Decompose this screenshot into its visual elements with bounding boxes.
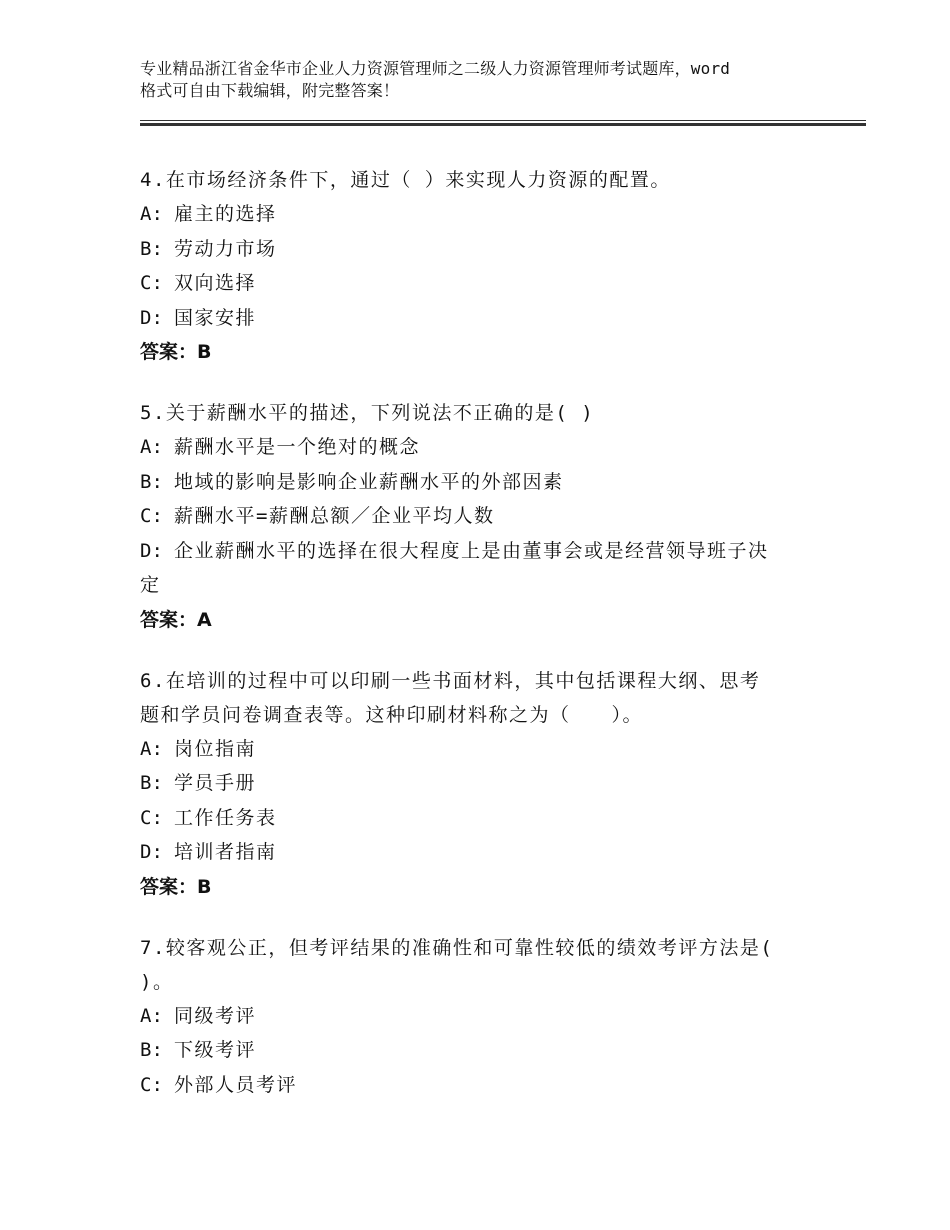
question-stem: 5.关于薪酬水平的描述，下列说法不正确的是( ) xyxy=(140,402,595,424)
option-letter: A: xyxy=(140,737,163,760)
option-text: 薪酬水平是一个绝对的概念 xyxy=(174,436,421,458)
question-7 xyxy=(140,931,840,1103)
option-b xyxy=(140,1033,840,1068)
question-stem-line-2: )。 xyxy=(140,970,174,993)
option-text: 劳动力市场 xyxy=(174,237,277,260)
option-letter: B: xyxy=(140,470,163,493)
option-text: 岗位指南 xyxy=(174,737,257,760)
option-text: 雇主的选择 xyxy=(174,203,277,225)
option-letter: B: xyxy=(140,237,163,260)
header-divider xyxy=(140,120,866,128)
question-6 xyxy=(140,664,840,904)
option-letter: C: xyxy=(140,272,163,294)
option-letter: A: xyxy=(140,436,163,458)
document-header xyxy=(140,58,840,102)
option-letter: B: xyxy=(140,772,163,794)
option-letter: B: xyxy=(140,1039,163,1061)
option-c xyxy=(140,801,840,836)
option-c xyxy=(140,499,840,534)
option-b xyxy=(140,232,840,267)
option-text: 外部人员考评 xyxy=(174,1073,298,1096)
question-5 xyxy=(140,396,840,637)
option-text: 工作任务表 xyxy=(174,806,277,829)
option-text: 培训者指南 xyxy=(174,841,277,863)
answer-label: 答案：A xyxy=(140,608,212,631)
option-text: 下级考评 xyxy=(174,1039,257,1061)
option-text: 学员手册 xyxy=(174,772,257,794)
header-line-2: 格式可自由下载编辑，附完整答案！ xyxy=(140,81,400,100)
option-letter: D: xyxy=(140,539,163,562)
question-stem: 6.在培训的过程中可以印刷一些书面材料，其中包括课程大纲、思考 xyxy=(140,669,761,692)
option-text: 企业薪酬水平的选择在很大程度上是由董事会或是经营领导班子决 xyxy=(174,539,769,562)
option-letter: A: xyxy=(140,1004,163,1027)
option-c xyxy=(140,1068,840,1103)
option-c xyxy=(140,266,840,301)
question-4 xyxy=(140,163,840,369)
option-letter: A: xyxy=(140,203,163,225)
option-a xyxy=(140,732,840,767)
divider-thin-line xyxy=(140,120,866,121)
option-d xyxy=(140,534,840,569)
option-a xyxy=(140,430,840,465)
question-stem-line-2: 题和学员问卷调查表等。这种印刷材料称之为（ ）。 xyxy=(140,703,644,726)
option-text: 地域的影响是影响企业薪酬水平的外部因素 xyxy=(174,470,564,493)
option-a xyxy=(140,999,840,1034)
divider-thick-line xyxy=(140,123,866,126)
question-stem: 7.较客观公正，但考评结果的准确性和可靠性较低的绩效考评方法是( xyxy=(140,936,774,959)
option-b xyxy=(140,766,840,801)
option-text: 双向选择 xyxy=(174,272,257,294)
option-text: 薪酬水平=薪酬总额／企业平均人数 xyxy=(174,505,495,527)
question-list xyxy=(140,163,840,1129)
option-letter: C: xyxy=(140,505,163,527)
option-letter: D: xyxy=(140,306,163,329)
option-d xyxy=(140,835,840,870)
option-text: 国家安排 xyxy=(174,306,257,329)
answer-label: 答案：B xyxy=(140,875,212,898)
option-text: 同级考评 xyxy=(174,1004,257,1027)
option-letter: C: xyxy=(140,806,163,829)
header-line-1: 专业精品浙江省金华市企业人力资源管理师之二级人力资源管理师考试题库，word xyxy=(140,59,731,78)
option-d xyxy=(140,301,840,336)
option-b xyxy=(140,465,840,500)
option-a xyxy=(140,197,840,232)
option-letter: D: xyxy=(140,841,163,863)
answer-label: 答案：B xyxy=(140,341,212,363)
option-d-continuation: 定 xyxy=(140,574,161,596)
option-letter: C: xyxy=(140,1073,163,1096)
question-stem: 4.在市场经济条件下，通过（ ）来实现人力资源的配置。 xyxy=(140,169,671,191)
